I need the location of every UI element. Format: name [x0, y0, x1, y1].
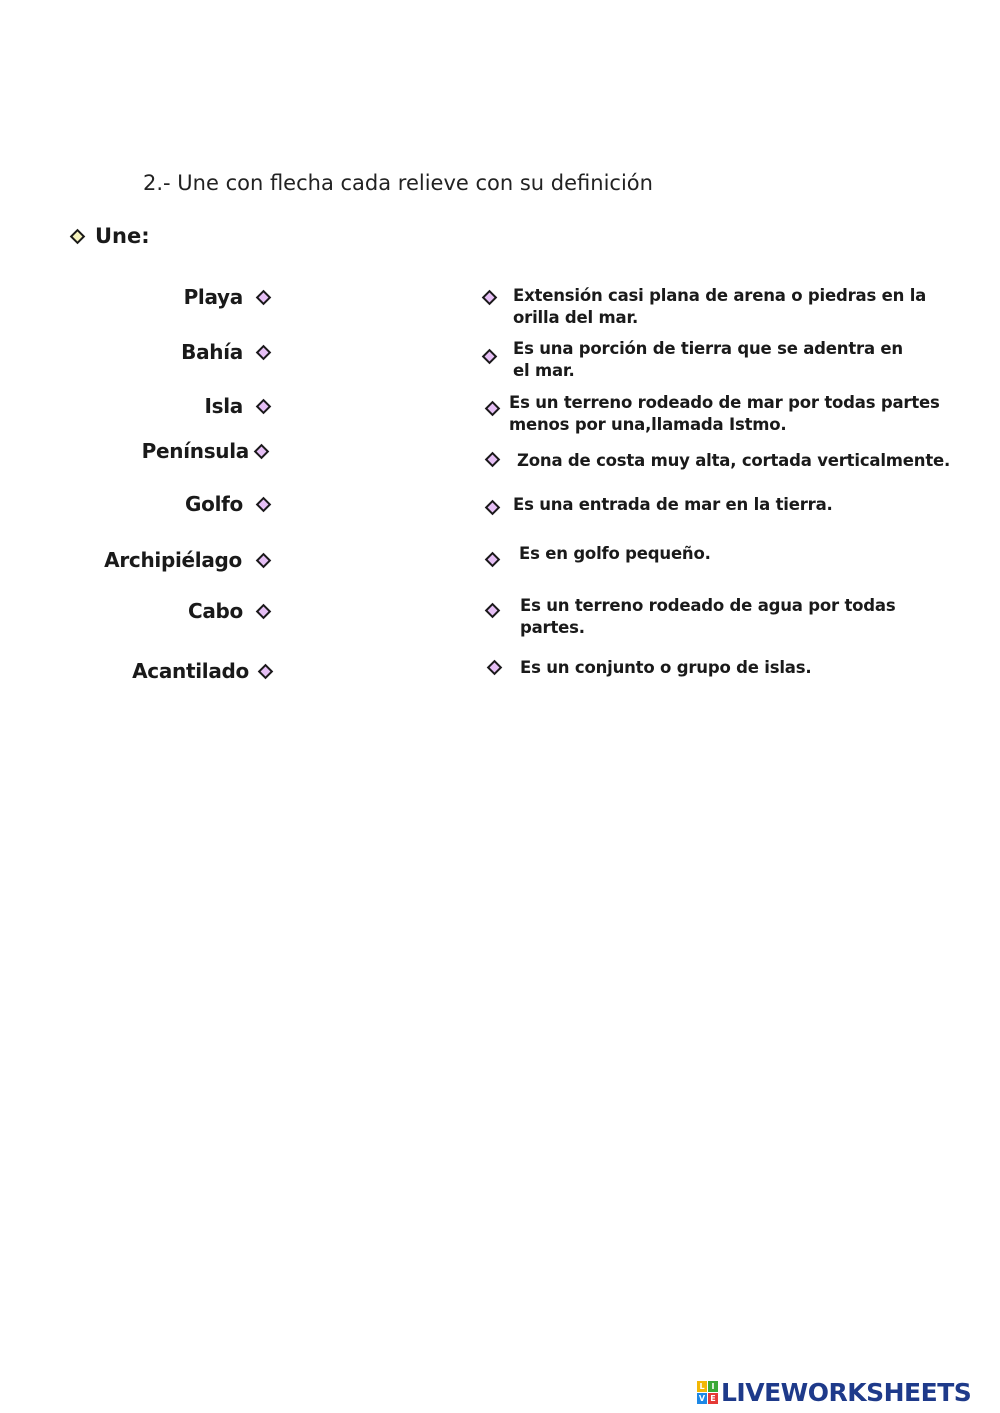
term-label: Playa — [183, 285, 243, 309]
term-item — [90, 657, 275, 687]
term-label: Cabo — [187, 599, 243, 623]
term-label: Golfo — [185, 492, 243, 516]
definition-line: Es una porción de tierra que se adentra en — [513, 339, 903, 358]
definition-connector-diamond-icon[interactable] — [485, 500, 501, 516]
logo-mark-letter: L — [697, 1381, 707, 1392]
definition-connector-diamond-icon[interactable] — [482, 290, 498, 306]
term-connector-diamond-icon[interactable] — [256, 604, 272, 620]
definition-line: Extensión casi plana de arena o piedras en la — [513, 286, 927, 305]
definition-line: Zona de costa muy alta, cortada verticalmente. — [517, 451, 951, 470]
definition-line: orilla del mar. — [513, 308, 639, 327]
term-item — [90, 597, 275, 627]
definition-line: partes. — [520, 618, 585, 637]
diamond-bullet-icon — [70, 228, 86, 244]
term-item — [90, 490, 275, 520]
term-label: Isla — [204, 394, 243, 418]
une-heading — [72, 224, 150, 248]
definition-line: el mar. — [513, 361, 575, 380]
term-connector-diamond-icon[interactable] — [256, 497, 272, 513]
term-connector-diamond-icon[interactable] — [256, 290, 272, 306]
term-connector-diamond-icon[interactable] — [256, 399, 272, 415]
definition-connector-diamond-icon[interactable] — [487, 660, 503, 676]
term-label: Archipiélago — [104, 548, 242, 572]
term-item — [90, 283, 275, 313]
term-connector-diamond-icon[interactable] — [256, 345, 272, 361]
exercise-instruction: 2.- Une con flecha cada relieve con su definición — [143, 171, 653, 195]
definition-connector-diamond-icon[interactable] — [485, 401, 501, 417]
une-heading-label: Une — [95, 224, 142, 248]
term-item — [90, 338, 275, 368]
term-label: Península — [141, 439, 249, 463]
logo-mark-letter: I — [708, 1381, 718, 1392]
definition-line: Es un terreno rodeado de mar por todas partes — [509, 393, 940, 412]
logo-mark-letter: V — [698, 1394, 706, 1403]
term-item — [90, 392, 275, 422]
term-label: Bahía — [181, 340, 243, 364]
term-connector-diamond-icon[interactable] — [254, 444, 270, 460]
term-connector-diamond-icon[interactable] — [256, 553, 272, 569]
term-item — [90, 437, 275, 467]
definition-line: menos por una,llamada Istmo. — [509, 415, 787, 434]
une-heading-colon: : — [141, 224, 150, 248]
definition-connector-diamond-icon[interactable] — [485, 452, 501, 468]
definition-connector-diamond-icon[interactable] — [482, 349, 498, 365]
definition-line: Es una entrada de mar en la tierra. — [513, 495, 833, 514]
term-item — [90, 546, 275, 576]
liveworksheets-logo — [697, 1378, 971, 1407]
logo-mark-letter: E — [708, 1393, 718, 1404]
definition-line: Es un conjunto o grupo de islas. — [520, 658, 812, 677]
definition-line: Es un terreno rodeado de agua por todas — [520, 596, 896, 615]
definition-connector-diamond-icon[interactable] — [485, 552, 501, 568]
liveworksheets-mark-icon — [697, 1381, 718, 1404]
term-label: Acantilado — [132, 659, 249, 683]
definition-connector-diamond-icon[interactable] — [485, 603, 501, 619]
term-connector-diamond-icon[interactable] — [258, 664, 274, 680]
definition-line: Es en golfo pequeño. — [519, 544, 711, 563]
logo-text: LIVEWORKSHEETS — [721, 1378, 972, 1407]
